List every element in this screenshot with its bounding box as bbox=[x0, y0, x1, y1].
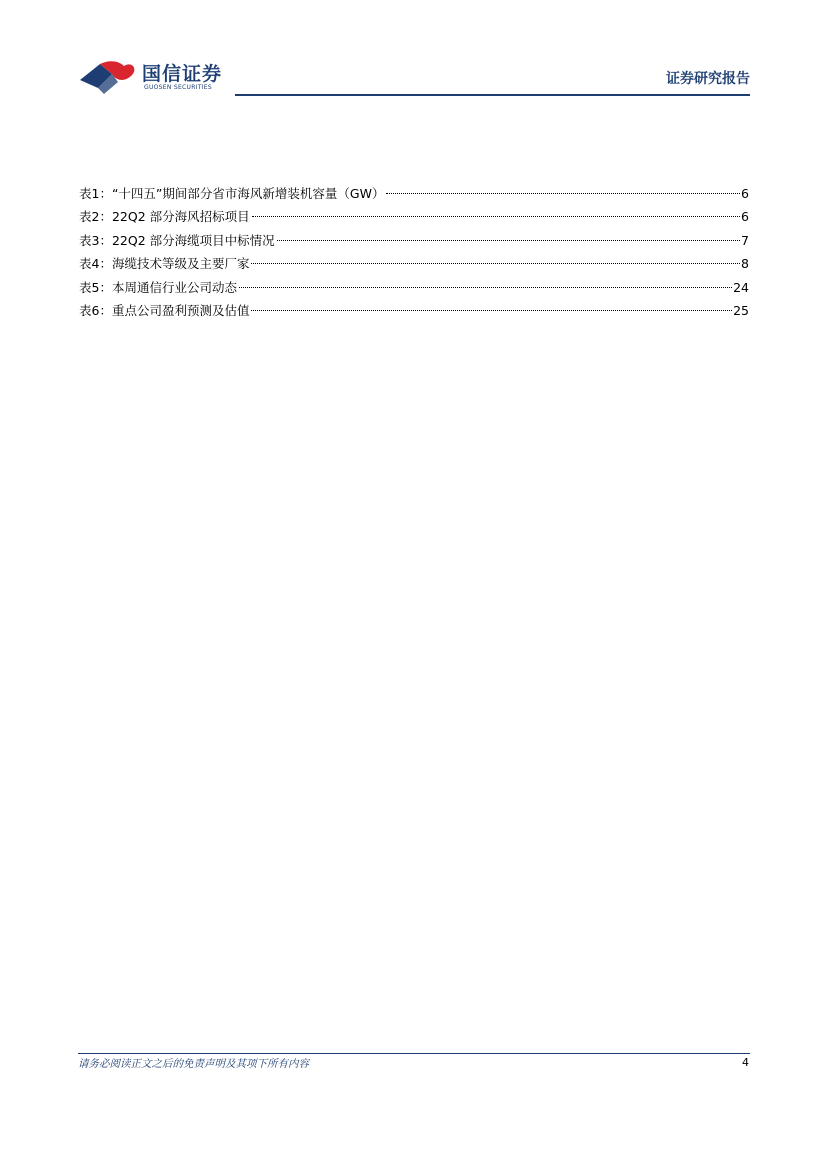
logo-chinese-name: 国信证券 bbox=[142, 63, 223, 85]
header-divider bbox=[235, 94, 750, 96]
toc-dot-leader bbox=[386, 193, 740, 194]
company-logo bbox=[78, 56, 238, 96]
report-type-label: 证券研究报告 bbox=[666, 71, 750, 87]
toc-entry-page: 6 bbox=[741, 209, 749, 225]
toc-entry-page: 24 bbox=[733, 279, 749, 295]
toc-entry-label: 表6：重点公司盈利预测及估值 bbox=[79, 302, 250, 318]
footer-divider bbox=[78, 1053, 750, 1054]
page-header bbox=[78, 56, 750, 96]
toc-entry-label: 表3：22Q2 部分海缆项目中标情况 bbox=[79, 232, 275, 248]
toc-entry[interactable] bbox=[79, 229, 749, 252]
toc-entry-label: 表5：本周通信行业公司动态 bbox=[79, 279, 237, 295]
toc-entry-page: 25 bbox=[733, 302, 749, 318]
toc-entry-label: 表1：“十四五”期间部分省市海风新增装机容量（GW） bbox=[79, 186, 385, 201]
toc-entry-page: 8 bbox=[741, 256, 749, 272]
toc-entry[interactable] bbox=[79, 205, 749, 228]
guosen-logo-icon bbox=[78, 58, 138, 94]
toc-entry-page: 6 bbox=[741, 186, 749, 201]
toc-entry[interactable] bbox=[79, 276, 749, 299]
toc-dot-leader bbox=[239, 287, 732, 288]
logo-english-name: GUOSEN SECURITIES bbox=[144, 84, 213, 91]
toc-entry[interactable] bbox=[79, 299, 749, 322]
page-number: 4 bbox=[742, 1056, 749, 1069]
toc-dot-leader bbox=[252, 216, 740, 217]
footer-disclaimer: 请务必阅读正文之后的免责声明及其项下所有内容 bbox=[78, 1058, 309, 1070]
toc-dot-leader bbox=[251, 310, 732, 311]
toc-entry-label: 表4：海缆技术等级及主要厂家 bbox=[79, 256, 250, 272]
toc-dot-leader bbox=[251, 263, 740, 264]
toc-entry-page: 7 bbox=[741, 232, 749, 248]
table-of-tables bbox=[79, 182, 749, 322]
toc-entry-label: 表2：22Q2 部分海风招标项目 bbox=[79, 209, 250, 225]
toc-entry[interactable] bbox=[79, 182, 749, 205]
toc-dot-leader bbox=[277, 240, 740, 241]
toc-entry[interactable] bbox=[79, 252, 749, 275]
